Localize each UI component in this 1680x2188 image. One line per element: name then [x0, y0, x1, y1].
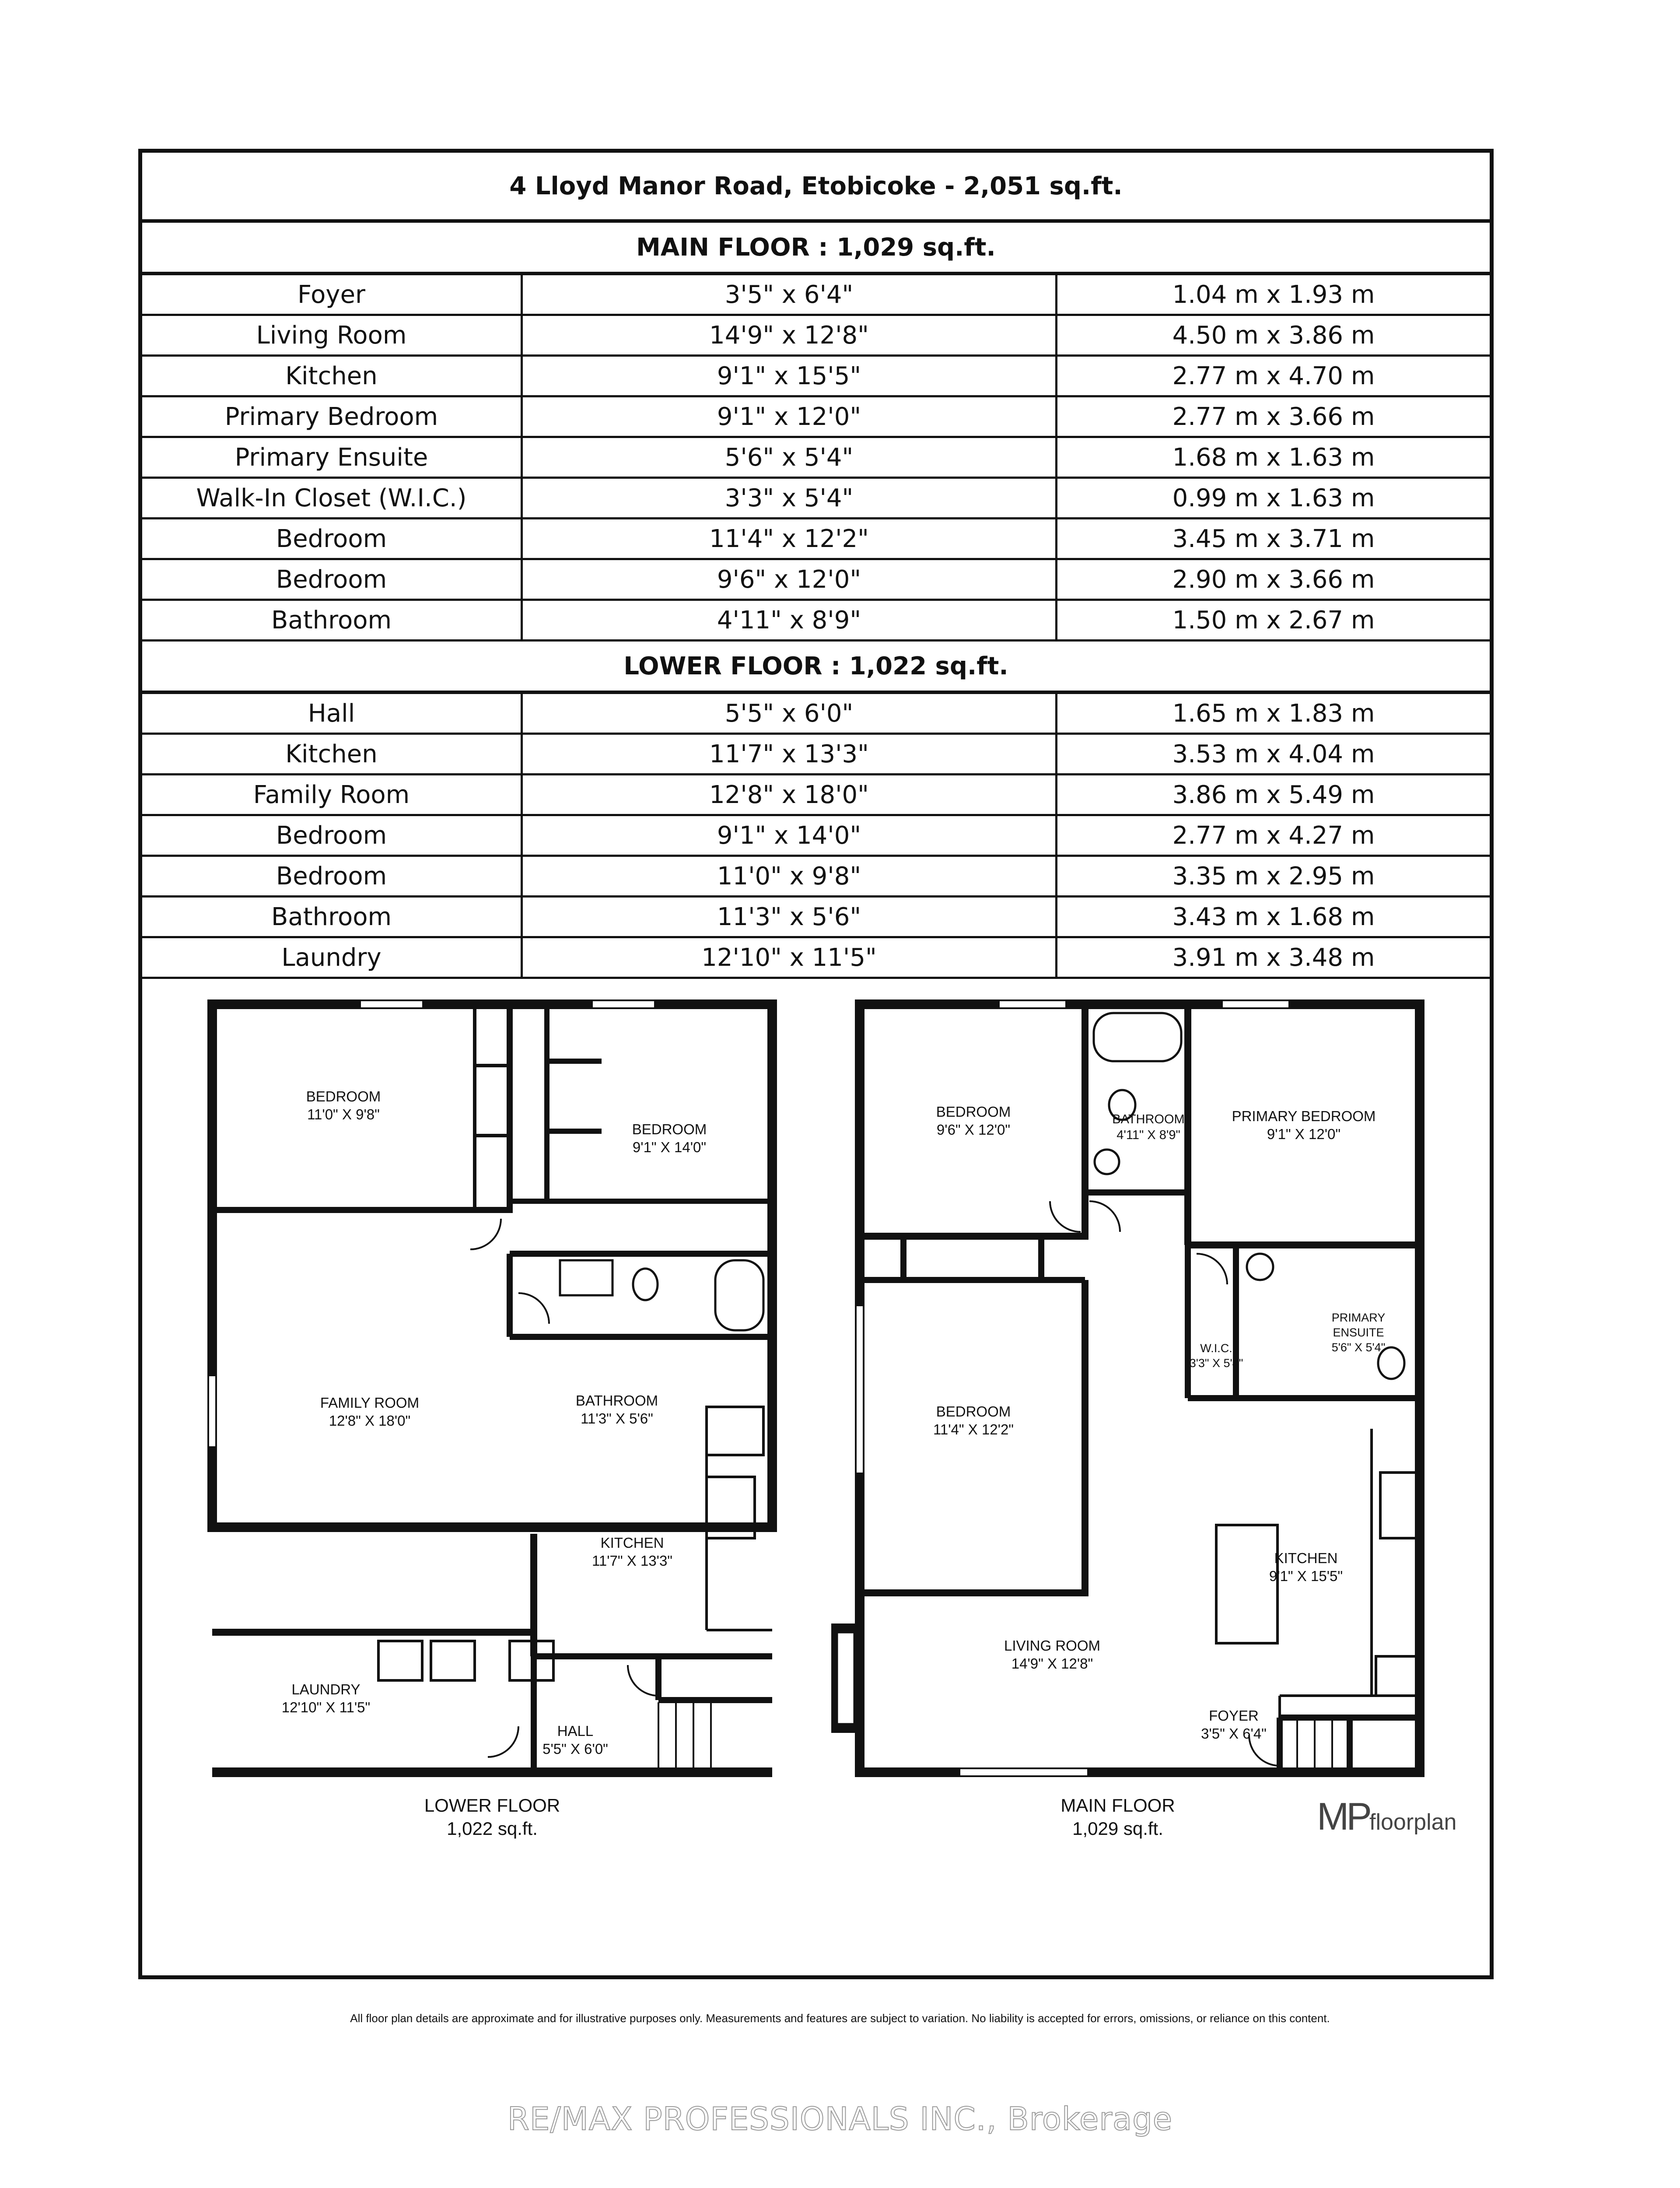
lower-bathroom-label: BATHROOM 11'3" X 5'6" — [575, 1392, 658, 1427]
washer — [378, 1641, 422, 1680]
room-imperial-size: 3'3" x 5'4" — [523, 479, 1057, 517]
room-row — [142, 275, 1490, 316]
lower-bedroom-a-label: BEDROOM 11'0" X 9'8" — [306, 1088, 381, 1123]
room-metric-size: 3.45 m x 3.71 m — [1172, 524, 1375, 553]
room-imperial-size: 3'5" x 6'4" — [523, 275, 1057, 314]
main-sink-counter — [1376, 1656, 1420, 1696]
room-row — [142, 316, 1490, 357]
lower-outer-wall — [212, 1004, 772, 1527]
room-imperial-size: 4'11" x 8'9" — [523, 601, 1057, 639]
room-name: Bathroom — [142, 898, 523, 936]
room-metric-size: 3.86 m x 5.49 m — [1172, 780, 1375, 809]
room-imperial-size: 5'6" x 5'4" — [523, 438, 1057, 477]
room-metric-size: 1.65 m x 1.83 m — [1172, 699, 1375, 728]
lower-bathroom-wall — [510, 1254, 772, 1337]
room-metric-size: 3.35 m x 2.95 m — [1172, 862, 1375, 891]
lower-floor-header: LOWER FLOOR : 1,022 sq.ft. — [142, 642, 1490, 694]
room-imperial-size: 12'10" x 11'5" — [523, 938, 1057, 977]
room-row — [142, 601, 1490, 642]
main-stairs — [1297, 1718, 1332, 1772]
main-bathroom-wall — [1085, 1004, 1188, 1192]
main-floor-header: MAIN FLOOR : 1,029 sq.ft. — [142, 223, 1490, 275]
room-row — [142, 397, 1490, 438]
room-imperial-size: 9'1" x 15'5" — [523, 357, 1057, 395]
room-row — [142, 938, 1490, 979]
room-metric-size: 2.77 m x 4.27 m — [1172, 821, 1375, 850]
main-living-room-label: LIVING ROOM 14'9" X 12'8" — [1004, 1637, 1101, 1672]
lower-floor-caption: LOWER FLOOR 1,022 sq.ft. — [424, 1795, 560, 1839]
room-metric-size: 2.77 m x 3.66 m — [1172, 402, 1375, 431]
room-imperial-size: 12'8" x 18'0" — [523, 775, 1057, 814]
room-metric-size: 2.90 m x 3.66 m — [1172, 565, 1375, 594]
main-bathroom-label: BATHROOM 4'11" X 8'9" — [1112, 1112, 1185, 1143]
main-floor-caption: MAIN FLOOR 1,029 sq.ft. — [1060, 1795, 1175, 1839]
room-imperial-size: 9'6" x 12'0" — [523, 560, 1057, 599]
lower-bedroom-b-wall — [510, 1004, 772, 1210]
kitchen-island — [1216, 1525, 1278, 1643]
room-imperial-size: 11'7" x 13'3" — [523, 735, 1057, 773]
main-bathtub — [1094, 1013, 1181, 1061]
lower-stairs — [658, 1702, 711, 1772]
main-stove — [1380, 1473, 1420, 1538]
main-kitchen-label: KITCHEN 9'1" X 15'5" — [1269, 1550, 1343, 1585]
room-metric-size: 2.77 m x 4.70 m — [1172, 361, 1375, 390]
room-metric-size: 1.68 m x 1.63 m — [1172, 443, 1375, 472]
lower-hall-label: HALL 5'5" X 6'0" — [542, 1723, 608, 1757]
room-name: Hall — [142, 694, 523, 733]
lower-bedroom-b-label: BEDROOM 9'1" X 14'0" — [632, 1121, 707, 1156]
main-bedroom-a-label: BEDROOM 9'6" X 12'0" — [936, 1104, 1011, 1138]
room-imperial-size: 9'1" x 14'0" — [523, 816, 1057, 855]
room-metric-size: 3.53 m x 4.04 m — [1172, 740, 1375, 768]
room-name: Primary Bedroom — [142, 397, 523, 436]
room-row — [142, 775, 1490, 816]
mp-floorplan-logo: MPfloorplan — [1317, 1795, 1457, 1838]
room-row — [142, 816, 1490, 857]
room-name: Walk-In Closet (W.I.C.) — [142, 479, 523, 517]
lower-floor-plan — [212, 1004, 772, 1772]
main-ensuite-label: PRIMARY ENSUITE 5'6" X 5'4" — [1331, 1311, 1386, 1354]
main-foyer-wall — [1280, 1718, 1420, 1772]
room-row — [142, 357, 1490, 397]
room-imperial-size: 11'3" x 5'6" — [523, 898, 1057, 936]
lower-laundry-label: LAUNDRY 12'10" X 11'5" — [281, 1681, 371, 1716]
lower-sink-counter — [707, 1407, 763, 1455]
main-sink — [1095, 1150, 1119, 1174]
dryer — [431, 1641, 475, 1680]
lower-floor-table — [142, 694, 1490, 979]
room-row — [142, 735, 1490, 775]
room-name: Primary Ensuite — [142, 438, 523, 477]
lower-bathtub — [715, 1260, 763, 1330]
room-name: Kitchen — [142, 735, 523, 773]
room-name: Laundry — [142, 938, 523, 977]
room-row — [142, 857, 1490, 898]
room-metric-size: 0.99 m x 1.63 m — [1172, 484, 1375, 512]
room-name: Bedroom — [142, 816, 523, 855]
room-row — [142, 479, 1490, 519]
lower-kitchen-label: KITCHEN 11'7" X 13'3" — [592, 1535, 673, 1569]
room-imperial-size: 14'9" x 12'8" — [523, 316, 1057, 354]
floor-plans — [142, 991, 1490, 1974]
room-metric-size: 3.43 m x 1.68 m — [1172, 902, 1375, 931]
room-imperial-size: 5'5" x 6'0" — [523, 694, 1057, 733]
lower-sink — [560, 1260, 612, 1295]
room-name: Bedroom — [142, 857, 523, 895]
room-metric-size: 1.04 m x 1.93 m — [1172, 280, 1375, 309]
lower-laundry-wall — [212, 1534, 534, 1656]
main-wic-label: W.I.C. 3'3" X 5'4" — [1189, 1342, 1243, 1370]
room-name: Bathroom — [142, 601, 523, 639]
room-name: Bedroom — [142, 560, 523, 599]
disclaimer: All floor plan details are approximate and for illustrative purposes only. Measurements and features are subject to variation. No liability is accepted for errors, omissions, or reliance on this content. — [350, 2012, 1330, 2025]
lower-family-room-label: FAMILY ROOM 12'8" X 18'0" — [320, 1395, 420, 1429]
main-bedroom-b-label: BEDROOM 11'4" X 12'2" — [933, 1403, 1014, 1438]
room-imperial-size: 11'0" x 9'8" — [523, 857, 1057, 895]
main-primary-bedroom-label: PRIMARY BEDROOM 9'1" X 12'0" — [1232, 1108, 1376, 1143]
room-row — [142, 560, 1490, 601]
lower-toilet — [633, 1269, 658, 1300]
room-name: Bedroom — [142, 519, 523, 558]
room-row — [142, 694, 1490, 735]
floor-plan-sheet — [138, 149, 1494, 1979]
room-metric-size: 1.50 m x 2.67 m — [1172, 606, 1375, 635]
main-floor-table — [142, 275, 1490, 642]
room-row — [142, 519, 1490, 560]
room-name: Foyer — [142, 275, 523, 314]
property-title: 4 Lloyd Manor Road, Etobicoke - 2,051 sq.ft. — [142, 153, 1490, 223]
main-foyer-label: FOYER 3'5" X 6'4" — [1201, 1708, 1267, 1742]
brokerage-watermark: RE/MAX PROFESSIONALS INC., Brokerage — [507, 2100, 1173, 2137]
room-row — [142, 438, 1490, 479]
room-name: Family Room — [142, 775, 523, 814]
room-name: Kitchen — [142, 357, 523, 395]
room-metric-size: 3.91 m x 3.48 m — [1172, 943, 1375, 972]
room-name: Living Room — [142, 316, 523, 354]
room-imperial-size: 11'4" x 12'2" — [523, 519, 1057, 558]
room-row — [142, 898, 1490, 938]
room-imperial-size: 9'1" x 12'0" — [523, 397, 1057, 436]
room-metric-size: 4.50 m x 3.86 m — [1172, 321, 1375, 350]
